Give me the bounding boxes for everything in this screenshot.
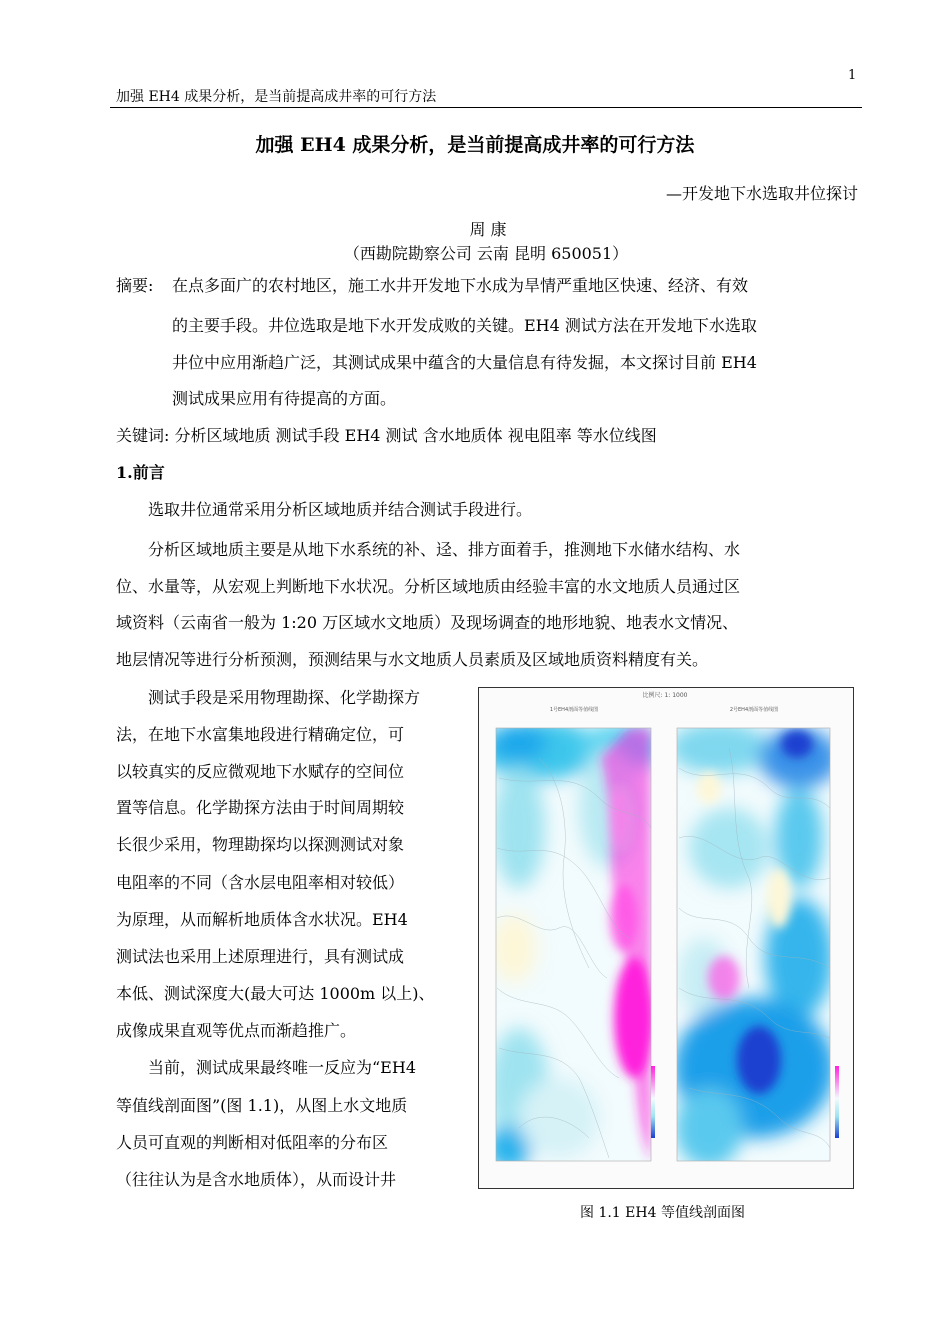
body-line: 当前，测试成果最终唯一反应为“EH4 — [148, 1058, 416, 1077]
article-subtitle: —开发地下水选取井位探讨 — [665, 184, 858, 203]
body-line: 分析区域地质主要是从地下水系统的补、迳、排方面着手，推测地下水储水结构、水 — [148, 540, 741, 559]
contour-sections-graphic — [479, 688, 852, 1187]
body-line: 法，在地下水富集地段进行精确定位，可 — [116, 725, 405, 744]
body-line: 电阻率的不同（含水层电阻率相对较低） — [116, 873, 405, 892]
left-colorbar — [651, 1066, 655, 1138]
eh4-contour-figure — [478, 687, 854, 1189]
body-line: 等值线剖面图”(图 1.1)，从图上水文地质 — [116, 1096, 408, 1115]
article-title: 加强 EH4 成果分析，是当前提高成井率的可行方法 — [255, 134, 695, 156]
left-panel-title: 1号EH4剖面等值线图 — [549, 707, 599, 713]
header-rule — [110, 107, 862, 108]
abstract-line: 测试成果应用有待提高的方面。 — [172, 389, 397, 408]
body-line: 置等信息。化学勘探方法由于时间周期较 — [116, 798, 405, 817]
body-line: 测试手段是采用物理勘探、化学勘探方 — [148, 688, 421, 707]
keywords-line: 关键词: 分析区域地质 测试手段 EH4 测试 含水地质体 视电阻率 等水位线图 — [116, 426, 657, 445]
abstract-label: 摘要: — [116, 276, 154, 295]
figure-caption: 图 1.1 EH4 等值线剖面图 — [580, 1205, 745, 1221]
body-line: 测试法也采用上述原理进行，具有测试成 — [116, 947, 405, 966]
body-line: （往往认为是含水地质体），从而设计井 — [116, 1170, 397, 1189]
right-panel-title: 2号EH4剖面等值线图 — [729, 707, 779, 713]
section-heading: 1.前言 — [116, 463, 165, 482]
running-header: 加强 EH4 成果分析，是当前提高成井率的可行方法 — [116, 89, 437, 105]
body-line: 成像成果直观等优点而渐趋推广。 — [116, 1021, 357, 1040]
body-line: 地层情况等进行分析预测，预测结果与水文地质人员素质及区域地质资料精度有关。 — [116, 650, 709, 669]
abstract-line: 的主要手段。井位选取是地下水开发成败的关键。EH4 测试方法在开发地下水选取 — [172, 316, 757, 335]
figure-scale-label: 比例尺: 1: 1000 — [642, 692, 688, 699]
right-section-map — [669, 722, 839, 1168]
body-line: 选取井位通常采用分析区域地质并结合测试手段进行。 — [148, 500, 533, 519]
body-line: 以较真实的反应微观地下水赋存的空间位 — [116, 762, 405, 781]
body-line: 人员可直观的判断相对低阻率的分布区 — [116, 1133, 389, 1152]
left-section-map — [479, 720, 659, 1170]
abstract-line: 井位中应用渐趋广泛，其测试成果中蕴含的大量信息有待发掘，本文探讨目前 EH4 — [172, 353, 757, 372]
body-line: 域资料（云南省一般为 1:20 万区域水文地质）及现场调查的地形地貌、地表水文情况、 — [116, 613, 739, 632]
page-number: 1 — [848, 68, 857, 83]
body-line: 长很少采用，物理勘探均以探测测试对象 — [116, 835, 405, 854]
abstract-line: 在点多面广的农村地区，施工水井开发地下水成为旱情严重地区快速、经济、有效 — [172, 276, 749, 295]
body-line: 本低、测试深度大(最大可达 1000m 以上)、 — [116, 984, 435, 1003]
body-line: 位、水量等，从宏观上判断地下水状况。分析区域地质由经验丰富的水文地质人员通过区 — [116, 577, 741, 596]
right-colorbar — [835, 1066, 839, 1138]
body-line: 为原理，从而解析地质体含水状况。EH4 — [116, 910, 408, 929]
author-name: 周 康 — [469, 220, 507, 239]
author-affiliation: （西勘院勘察公司 云南 昆明 650051） — [343, 244, 629, 263]
